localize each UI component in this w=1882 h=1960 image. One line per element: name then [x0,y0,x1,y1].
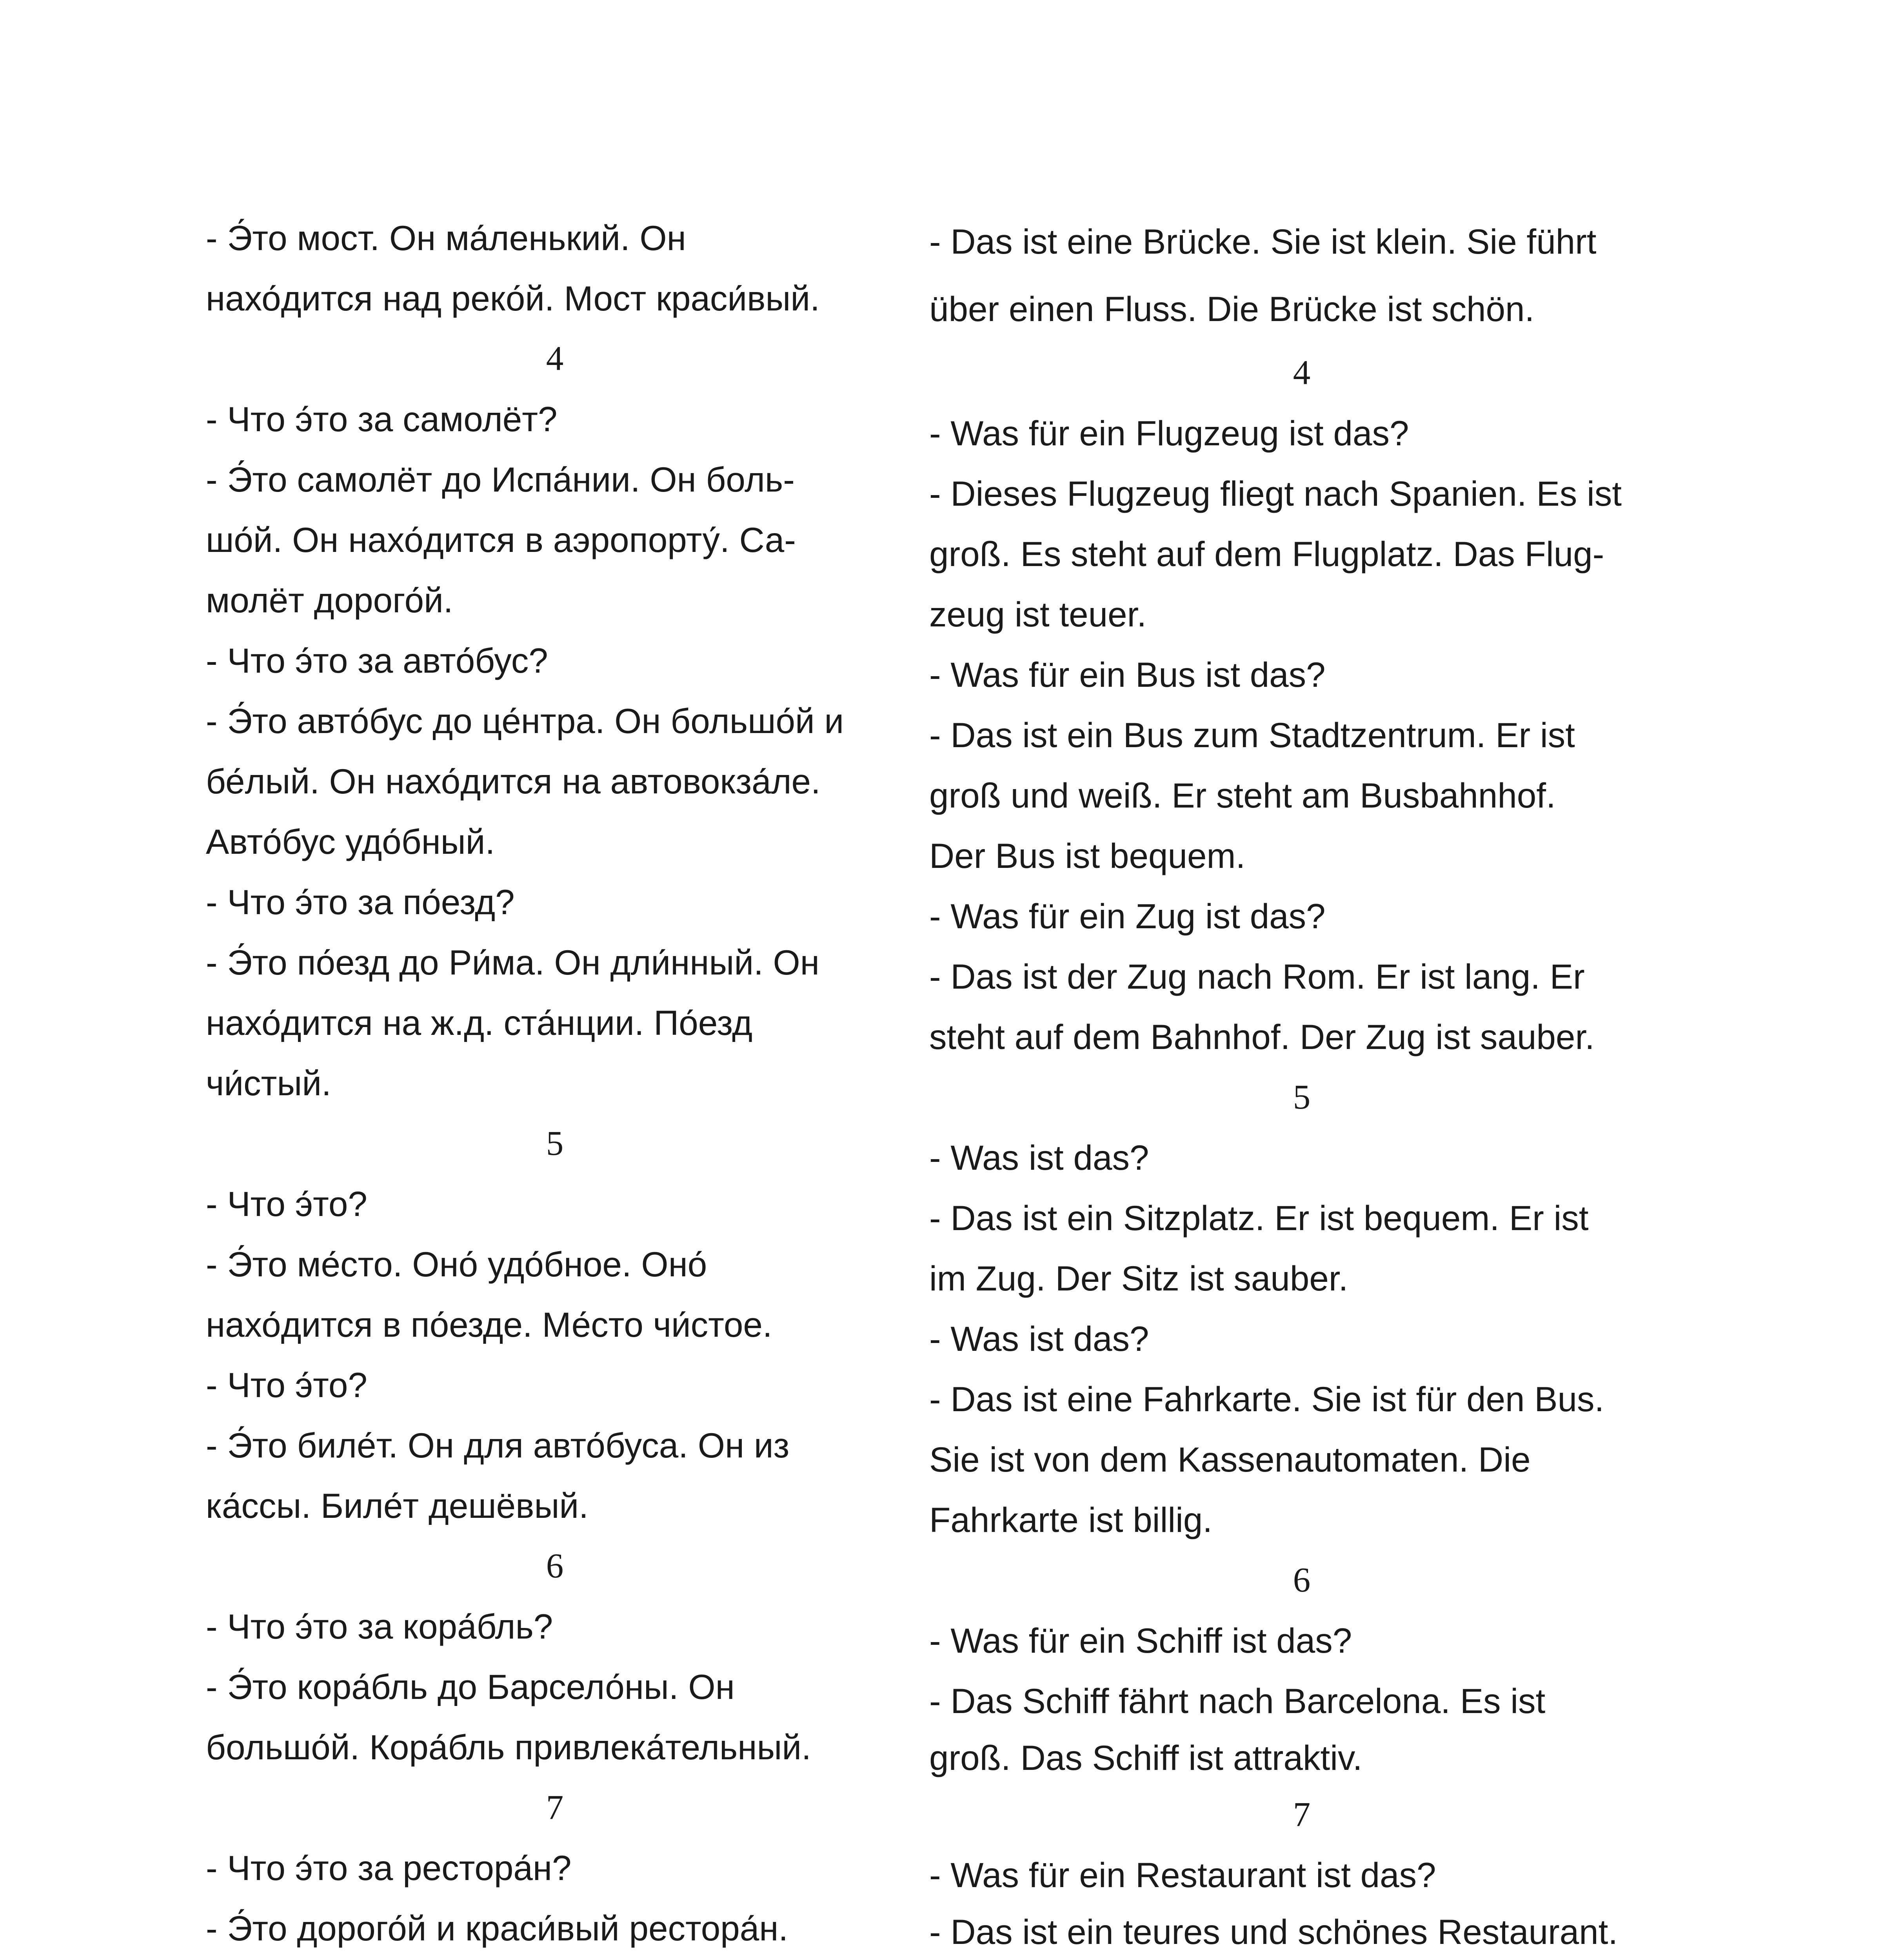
de-line: - Das ist der Zug nach Rom. Er ist lang. Er [929,957,1585,996]
ru-line: - Э́то самолёт до Испа́нии. Он боль- [206,460,795,499]
section-number: 5 [546,1124,564,1163]
ru-line: - Что э́то? [206,1184,367,1223]
ru-line: шо́й. Он нахо́дится в аэропорту́. Са- [206,520,796,559]
de-line: - Was ist das? [929,1138,1149,1177]
de-line: über einen Fluss. Die Brücke ist schön. [929,289,1535,328]
de-line: im Zug. Der Sitz ist sauber. [929,1259,1348,1298]
de-line: groß. Das Schiff ist attraktiv. [929,1738,1362,1777]
de-line: - Was für ein Zug ist das? [929,897,1326,936]
de-line: zeug ist teuer. [929,595,1147,634]
ru-line: - Что э́то за самолёт? [206,399,558,439]
de-line: - Das ist ein teures und schönes Restaurant. [929,1912,1618,1951]
de-line: - Was für ein Flugzeug ist das? [929,414,1409,453]
ru-line: нахо́дится в по́езде. Ме́сто чи́стое. [206,1305,772,1344]
de-line: - Das ist ein Sitzplatz. Er ist bequem. Er ist [929,1198,1589,1238]
de-line: - Dieses Flugzeug fliegt nach Spanien. Es ist [929,474,1622,513]
russian-column [206,208,904,1960]
ru-line: нахо́дится над реко́й. Мост краси́вый. [206,279,820,318]
de-line: - Was für ein Restaurant ist das? [929,1855,1436,1895]
ru-line [206,1958,904,1960]
de-line: - Was für ein Schiff ist das? [929,1621,1352,1660]
de-line: groß. Es steht auf dem Flugplatz. Das Flug- [929,534,1604,573]
ru-line: - Что э́то за рестора́н? [206,1848,572,1887]
de-line: - Was für ein Bus ist das? [929,655,1326,694]
ru-line: - Э́то авто́бус до це́нтра. Он большо́й и [206,701,844,740]
ru-line: - Что э́то за авто́бус? [206,641,548,680]
ru-line: бе́лый. Он нахо́дится на автовокза́ле. [206,762,821,801]
ru-line: молёт дорого́й. [206,581,453,620]
de-line: - Das ist eine Brücke. Sie ist klein. Sie führt [929,222,1597,261]
german-column [929,208,1674,1960]
ru-line: - Э́то мост. Он ма́ленький. Он [206,218,686,258]
section-number: 4 [1293,354,1311,392]
de-line: - Was ist das? [929,1319,1149,1358]
de-line: steht auf dem Bahnhof. Der Zug ist sauber. [929,1017,1595,1056]
section-number: 6 [1293,1561,1311,1599]
ru-line: большо́й. Кора́бль привлека́тельный. [206,1728,811,1767]
section-number: 7 [546,1788,564,1827]
ru-line: Авто́бус удо́бный. [206,822,495,861]
de-line: Der Bus ist bequem. [929,836,1246,875]
de-line: Sie ist von dem Kassenautomaten. Die [929,1440,1531,1479]
ru-line: - Э́то по́езд до Ри́ма. Он дли́нный. Он [206,943,819,982]
section-number: 5 [1293,1078,1311,1116]
de-line: - Das ist eine Fahrkarte. Sie ist für den Bus. [929,1379,1604,1419]
ru-line: нахо́дится на ж.д. ста́нции. По́езд [206,1003,753,1042]
ru-line: - Э́то кора́бль до Барсело́ны. Он [206,1667,735,1706]
section-number: 4 [546,339,564,378]
de-line: Fahrkarte ist billig. [929,1500,1213,1539]
ru-line: - Э́то ме́сто. Оно́ удо́бное. Оно́ [206,1245,707,1284]
ru-line: ка́ссы. Биле́т дешёвый. [206,1486,589,1525]
ru-line: чи́стый. [206,1063,331,1103]
ru-line: - Э́то дорого́й и краси́вый рестора́н. [206,1909,788,1948]
ru-line: - Э́то биле́т. Он для авто́буса. Он из [206,1426,790,1465]
ru-line: - Что э́то за по́езд? [206,882,515,922]
ru-line: - Что э́то? [206,1365,367,1405]
section-number: 6 [546,1547,564,1585]
de-line: - Das Schiff fährt nach Barcelona. Es ist [929,1681,1546,1720]
de-line: groß und weiß. Er steht am Busbahnhof. [929,776,1556,815]
de-line [929,1958,1674,1960]
section-number: 7 [1293,1795,1311,1834]
ru-line: - Что э́то за кора́бль? [206,1607,553,1646]
de-line: - Das ist ein Bus zum Stadtzentrum. Er ist [929,715,1575,755]
